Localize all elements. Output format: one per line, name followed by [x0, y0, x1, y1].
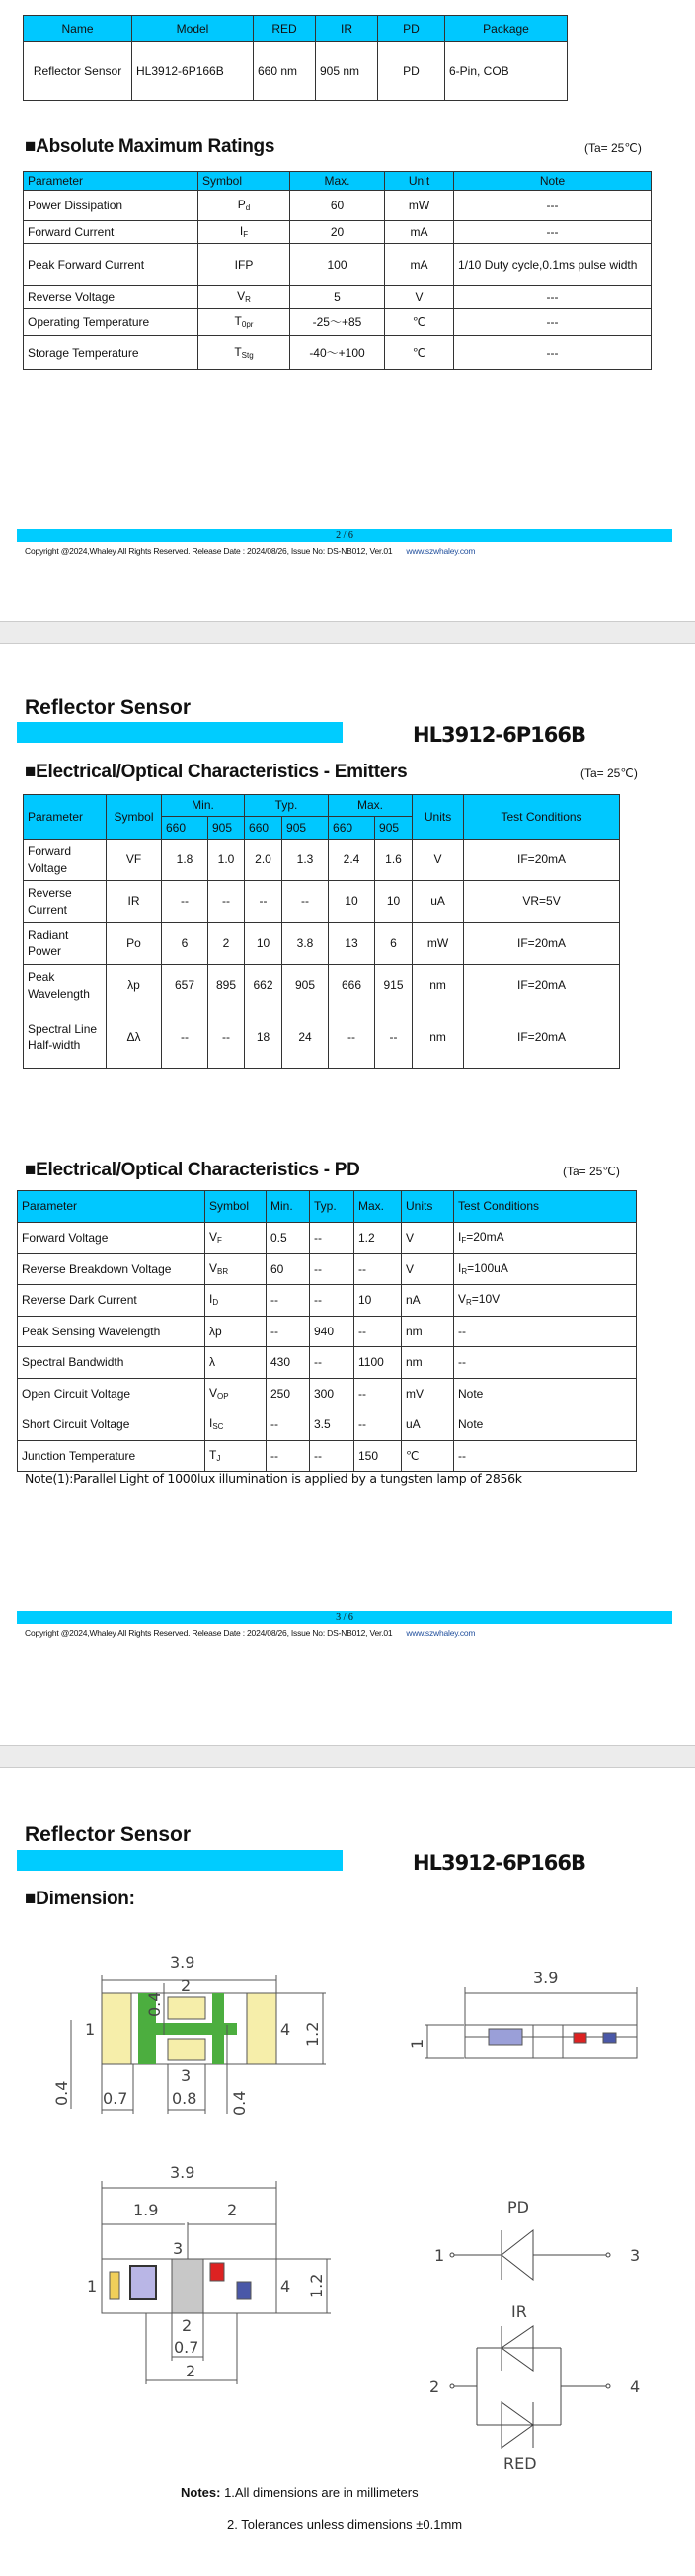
cell-value: 6 — [375, 923, 413, 965]
cell-unit: V — [402, 1223, 454, 1254]
cell-value: 915 — [375, 965, 413, 1006]
cell-symbol — [198, 244, 290, 286]
cell-symbol — [205, 1316, 267, 1347]
cell-conditions: VR=5V — [464, 881, 620, 923]
abs-max-table — [23, 171, 652, 370]
header-min-905: 905 — [208, 817, 245, 840]
cell-parameter: Reverse Dark Current — [18, 1285, 205, 1317]
cell-parameter: Peak Sensing Wavelength — [18, 1316, 205, 1347]
header-symbol: Symbol — [205, 1191, 267, 1223]
header-package: Package — [445, 16, 568, 42]
note-1-text: 1.All dimensions are in millimeters — [224, 2485, 419, 2500]
website-link[interactable]: www.szwhaley.com — [406, 546, 476, 556]
cell-conditions — [454, 1253, 637, 1285]
cell-symbol: λp — [107, 965, 162, 1006]
page-footer-bar — [17, 1611, 672, 1624]
dim-bottom-19: 1.9 — [133, 2201, 159, 2219]
cell-unit: V — [385, 286, 454, 309]
table-row — [24, 191, 652, 221]
table-row — [24, 923, 620, 965]
condition-subscript: F — [461, 1236, 467, 1246]
cell-parameter: Reverse Current — [24, 881, 107, 923]
symbol-base: T — [234, 345, 242, 360]
copyright — [25, 1628, 475, 1638]
cell-parameter: Forward Current — [24, 221, 198, 244]
cell-min: 60 — [267, 1253, 310, 1285]
header-max-660: 660 — [329, 817, 375, 840]
cell-value: -- — [162, 881, 208, 923]
cell-parameter: Spectral Line Half-width — [24, 1006, 107, 1069]
dim-bottom-2a: 2 — [227, 2201, 238, 2219]
cell-unit: nm — [402, 1347, 454, 1379]
cell-parameter: Open Circuit Voltage — [18, 1378, 205, 1409]
cell-max: -- — [354, 1253, 402, 1285]
header-max: Max. — [329, 795, 413, 817]
table-row — [18, 1347, 637, 1379]
table-row — [24, 336, 652, 370]
cell-note: --- — [454, 336, 652, 370]
cell-value: 3.8 — [282, 923, 329, 965]
cell-parameter: Operating Temperature — [24, 309, 198, 336]
cell-unit: V — [413, 840, 464, 881]
cell-value: 13 — [329, 923, 375, 965]
table-row — [18, 1223, 637, 1254]
cell-conditions — [454, 1347, 637, 1379]
symbol-base: I — [209, 1292, 213, 1307]
cell-value: -- — [162, 1006, 208, 1069]
header-max: Max. — [354, 1191, 402, 1223]
cell-red: 660 nm — [254, 42, 316, 101]
cell-max: 100 — [290, 244, 385, 286]
cell-min: 0.5 — [267, 1223, 310, 1254]
dim-top-04b: 0.4 — [52, 2080, 71, 2106]
cell-max: 150 — [354, 1440, 402, 1472]
header-name: Name — [24, 16, 132, 42]
header-conditions: Test Conditions — [454, 1191, 637, 1223]
cell-unit: V — [402, 1253, 454, 1285]
symbol-subscript: SC — [212, 1422, 224, 1432]
cell-conditions — [454, 1316, 637, 1347]
page-number: 3 / 6 — [336, 1612, 353, 1623]
model-title: HL3912-6P166B — [413, 1851, 585, 1875]
symbol-base: λ — [209, 1355, 215, 1370]
cell-value: 905 — [282, 965, 329, 1006]
cell-model: HL3912-6P166B — [132, 42, 254, 101]
cell-typ: -- — [310, 1223, 354, 1254]
pd-note: Note(1):Parallel Light of 1000lux illumination is applied by a tungsten lamp of 2856k — [25, 1471, 522, 1486]
cell-typ: 3.5 — [310, 1409, 354, 1441]
cell-parameter: Peak Forward Current — [24, 244, 198, 286]
dim-bottom-pin1: 1 — [87, 2277, 98, 2295]
condition-base: I — [458, 1230, 462, 1245]
cell-value: 666 — [329, 965, 375, 1006]
header-parameter: Parameter — [24, 795, 107, 840]
cell-unit: ℃ — [385, 309, 454, 336]
cell-value: 24 — [282, 1006, 329, 1069]
cell-parameter: Reverse Breakdown Voltage — [18, 1253, 205, 1285]
table-row — [18, 1409, 637, 1441]
cell-symbol — [205, 1223, 267, 1254]
cell-conditions — [454, 1378, 637, 1409]
table-row — [18, 1316, 637, 1347]
dim-top-pin2: 2 — [181, 1976, 192, 1995]
condition-subscript: R — [461, 1266, 468, 1276]
cell-pd: PD — [378, 42, 445, 101]
dim-top-pin4: 4 — [280, 2020, 291, 2039]
model-title: HL3912-6P166B — [413, 723, 585, 747]
cell-value: 1.8 — [162, 840, 208, 881]
symbol-subscript: 0pr — [241, 320, 254, 330]
header-note: Note — [454, 172, 652, 191]
dim-top-pin1: 1 — [85, 2020, 96, 2039]
cell-parameter: Junction Temperature — [18, 1440, 205, 1472]
symbol-subscript: BR — [217, 1266, 229, 1276]
cell-symbol — [198, 336, 290, 370]
header-symbol: Symbol — [107, 795, 162, 840]
page-title: Reflector Sensor — [25, 1823, 192, 1846]
dimension-note-1 — [181, 2485, 419, 2500]
cell-min: 250 — [267, 1378, 310, 1409]
condition-value: =20mA — [466, 1230, 504, 1245]
dim-top-pin3: 3 — [181, 2066, 192, 2085]
cell-value: 6 — [162, 923, 208, 965]
cell-value: -- — [329, 1006, 375, 1069]
header-ir: IR — [316, 16, 378, 42]
header-typ: Typ. — [245, 795, 329, 817]
cell-unit: nm — [413, 965, 464, 1006]
cell-note: --- — [454, 191, 652, 221]
cell-symbol — [205, 1347, 267, 1379]
dim-bottom-pin3: 3 — [173, 2239, 184, 2258]
dim-bottom-width: 3.9 — [170, 2163, 195, 2182]
product-table — [23, 15, 568, 101]
schematic-pin4: 4 — [630, 2377, 641, 2396]
cell-value: 657 — [162, 965, 208, 1006]
cell-name: Reflector Sensor — [24, 42, 132, 101]
emitters-table — [23, 794, 620, 1069]
dim-bottom-pin4: 4 — [280, 2277, 291, 2295]
emitters-title: ■Electrical/Optical Characteristics - Emitters — [25, 762, 408, 782]
table-row — [24, 309, 652, 336]
page-separator — [0, 1745, 695, 1768]
title-bar — [17, 1850, 343, 1871]
table-row — [24, 1006, 620, 1069]
header-unit: Unit — [385, 172, 454, 191]
cell-ir: 905 nm — [316, 42, 378, 101]
cell-typ: -- — [310, 1253, 354, 1285]
table-row — [18, 1440, 637, 1472]
cell-value: 1.6 — [375, 840, 413, 881]
condition-base: Note — [458, 1417, 484, 1432]
cell-typ: 940 — [310, 1316, 354, 1347]
cell-value: 10 — [375, 881, 413, 923]
copyright-text: Copyright @2024,Whaley All Rights Reserved. Release Date : 2024/08/26, Issue No: DS-NB012, Ver.01 — [25, 546, 393, 556]
cell-symbol: Δλ — [107, 1006, 162, 1069]
cell-max: 1100 — [354, 1347, 402, 1379]
cell-symbol — [205, 1440, 267, 1472]
header-typ-905: 905 — [282, 817, 329, 840]
symbol-subscript: F — [217, 1236, 222, 1246]
page-footer-bar — [17, 529, 672, 542]
symbol-subscript: J — [216, 1453, 221, 1463]
header-max: Max. — [290, 172, 385, 191]
cell-conditions: IF=20mA — [464, 1006, 620, 1069]
header-units: Units — [413, 795, 464, 840]
header-min: Min. — [162, 795, 245, 817]
symbol-base: I — [209, 1416, 213, 1431]
header-parameter: Parameter — [18, 1191, 205, 1223]
cell-value: 10 — [329, 881, 375, 923]
header-symbol: Symbol — [198, 172, 290, 191]
cell-note: 1/10 Duty cycle,0.1ms pulse width — [454, 244, 652, 286]
page-number: 2 / 6 — [336, 530, 353, 541]
cell-min: -- — [267, 1440, 310, 1472]
condition-base: -- — [458, 1324, 466, 1338]
pd-ta: (Ta= 25℃) — [563, 1165, 620, 1178]
cell-min: 430 — [267, 1347, 310, 1379]
emitters-ta: (Ta= 25℃) — [580, 766, 638, 780]
cell-value: 662 — [245, 965, 282, 1006]
header-pd: PD — [378, 16, 445, 42]
dim-top-h12: 1.2 — [303, 2021, 322, 2047]
cell-unit: nm — [402, 1316, 454, 1347]
cell-max: 1.2 — [354, 1223, 402, 1254]
dimension-drawing — [0, 1926, 695, 2481]
title-bar — [17, 722, 343, 743]
copyright — [25, 546, 475, 556]
cell-value: -- — [282, 881, 329, 923]
symbol-base: I — [239, 224, 244, 239]
cell-conditions: IF=20mA — [464, 923, 620, 965]
table-row — [24, 221, 652, 244]
condition-base: -- — [458, 1448, 466, 1463]
cell-unit: nm — [413, 1006, 464, 1069]
header-red: RED — [254, 16, 316, 42]
website-link[interactable]: www.szwhaley.com — [406, 1628, 476, 1638]
header-typ-660: 660 — [245, 817, 282, 840]
pd-title: ■Electrical/Optical Characteristics - PD — [25, 1160, 360, 1180]
cell-parameter: Reverse Voltage — [24, 286, 198, 309]
symbol-base: T — [234, 314, 242, 329]
cell-parameter: Radiant Power — [24, 923, 107, 965]
dim-top-08: 0.8 — [172, 2089, 197, 2108]
symbol-base: V — [209, 1260, 218, 1275]
cell-conditions — [454, 1440, 637, 1472]
cell-unit: ℃ — [385, 336, 454, 370]
cell-unit: mA — [385, 221, 454, 244]
table-row — [18, 1285, 637, 1317]
symbol-base: P — [237, 198, 246, 212]
cell-conditions — [454, 1223, 637, 1254]
cell-note: --- — [454, 286, 652, 309]
cell-value: -- — [375, 1006, 413, 1069]
symbol-base: T — [209, 1447, 217, 1462]
schematic-ir-label: IR — [511, 2302, 527, 2321]
header-units: Units — [402, 1191, 454, 1223]
condition-base: -- — [458, 1355, 466, 1370]
cell-value: 1.0 — [208, 840, 245, 881]
dim-top-04c: 0.4 — [230, 2090, 249, 2116]
cell-max: -- — [354, 1316, 402, 1347]
cell-typ: -- — [310, 1285, 354, 1317]
cell-value: 18 — [245, 1006, 282, 1069]
cell-parameter: Power Dissipation — [24, 191, 198, 221]
dim-top-07: 0.7 — [103, 2089, 128, 2108]
cell-conditions — [454, 1409, 637, 1441]
cell-max: 10 — [354, 1285, 402, 1317]
cell-conditions — [454, 1285, 637, 1317]
page-separator — [0, 621, 695, 644]
dim-top-04a: 0.4 — [145, 1991, 164, 2017]
cell-symbol — [205, 1409, 267, 1441]
cell-symbol — [205, 1378, 267, 1409]
cell-note: --- — [454, 221, 652, 244]
cell-symbol: IR — [107, 881, 162, 923]
symbol-subscript: OP — [217, 1391, 229, 1401]
table-row — [24, 881, 620, 923]
condition-base: V — [458, 1292, 467, 1307]
cell-value: 1.3 — [282, 840, 329, 881]
schematic-red-label: RED — [503, 2455, 537, 2473]
symbol-base: λp — [209, 1324, 222, 1338]
dim-bottom-2c: 2 — [186, 2362, 196, 2380]
cell-parameter: Short Circuit Voltage — [18, 1409, 205, 1441]
cell-max: -25～+85 — [290, 309, 385, 336]
cell-max: -- — [354, 1378, 402, 1409]
table-row — [18, 1378, 637, 1409]
header-min: Min. — [267, 1191, 310, 1223]
cell-parameter: Peak Wavelength — [24, 965, 107, 1006]
cell-max: 60 — [290, 191, 385, 221]
cell-max: 20 — [290, 221, 385, 244]
copyright-text: Copyright @2024,Whaley All Rights Reserved. Release Date : 2024/08/26, Issue No: DS-NB012, Ver.01 — [25, 1628, 393, 1638]
cell-package: 6-Pin, COB — [445, 42, 568, 101]
dim-side-width: 3.9 — [533, 1969, 559, 1987]
cell-parameter: Storage Temperature — [24, 336, 198, 370]
cell-symbol — [205, 1253, 267, 1285]
abs-max-ta: (Ta= 25℃) — [584, 141, 642, 155]
cell-symbol — [198, 286, 290, 309]
table-row — [18, 1253, 637, 1285]
cell-unit: uA — [413, 881, 464, 923]
cell-typ: -- — [310, 1440, 354, 1472]
cell-value: -- — [208, 1006, 245, 1069]
cell-conditions: IF=20mA — [464, 965, 620, 1006]
condition-base: I — [458, 1260, 462, 1275]
cell-parameter: Forward Voltage — [24, 840, 107, 881]
header-parameter: Parameter — [24, 172, 198, 191]
condition-base: Note — [458, 1386, 484, 1401]
cell-unit: uA — [402, 1409, 454, 1441]
cell-unit: mW — [413, 923, 464, 965]
table-row — [24, 840, 620, 881]
dimension-title: ■Dimension: — [25, 1889, 135, 1909]
cell-value: -- — [208, 881, 245, 923]
cell-value: 2.4 — [329, 840, 375, 881]
cell-symbol — [198, 309, 290, 336]
cell-symbol: VF — [107, 840, 162, 881]
symbol-base: V — [237, 289, 246, 304]
symbol-base: V — [209, 1230, 218, 1245]
cell-typ: -- — [310, 1347, 354, 1379]
cell-max: -40～+100 — [290, 336, 385, 370]
cell-conditions: IF=20mA — [464, 840, 620, 881]
condition-value: =10V — [471, 1292, 501, 1307]
notes-label: Notes: — [181, 2485, 221, 2500]
cell-max: 5 — [290, 286, 385, 309]
cell-unit: mV — [402, 1378, 454, 1409]
symbol-subscript: Stg — [241, 351, 254, 361]
pd-table — [17, 1190, 637, 1472]
symbol-base: IFP — [234, 257, 254, 272]
cell-note: --- — [454, 309, 652, 336]
page-title: Reflector Sensor — [25, 696, 192, 719]
abs-max-title: ■Absolute Maximum Ratings — [25, 136, 275, 157]
cell-value: 10 — [245, 923, 282, 965]
cell-symbol — [198, 191, 290, 221]
schematic-pin2: 2 — [429, 2377, 440, 2396]
cell-parameter: Forward Voltage — [18, 1223, 205, 1254]
circuit-schematic — [450, 2230, 610, 2448]
symbol-subscript: D — [212, 1298, 219, 1308]
symbol-subscript: F — [243, 230, 249, 240]
schematic-pin3: 3 — [630, 2246, 641, 2265]
cell-value: 2 — [208, 923, 245, 965]
dimension-note-2: 2. Tolerances unless dimensions ±0.1mm — [227, 2517, 463, 2532]
dim-side-h1: 1 — [408, 2038, 426, 2049]
cell-unit: nA — [402, 1285, 454, 1317]
side-view-drawing — [425, 1987, 637, 2058]
table-row — [24, 965, 620, 1006]
cell-value: -- — [245, 881, 282, 923]
cell-max: -- — [354, 1409, 402, 1441]
cell-parameter: Spectral Bandwidth — [18, 1347, 205, 1379]
header-max-905: 905 — [375, 817, 413, 840]
cell-unit: mW — [385, 191, 454, 221]
cell-symbol — [198, 221, 290, 244]
cell-value: 2.0 — [245, 840, 282, 881]
cell-typ: 300 — [310, 1378, 354, 1409]
symbol-subscript: d — [245, 203, 251, 213]
dim-top-width: 3.9 — [170, 1953, 195, 1972]
header-conditions: Test Conditions — [464, 795, 620, 840]
table-row — [24, 286, 652, 309]
cell-unit: ℃ — [402, 1440, 454, 1472]
header-min-660: 660 — [162, 817, 208, 840]
cell-unit: mA — [385, 244, 454, 286]
dim-bottom-07: 0.7 — [174, 2338, 199, 2357]
header-model: Model — [132, 16, 254, 42]
dim-bottom-h12: 1.2 — [307, 2273, 326, 2298]
symbol-base: V — [209, 1385, 218, 1400]
cell-symbol: Po — [107, 923, 162, 965]
condition-subscript: R — [466, 1298, 472, 1308]
cell-min: -- — [267, 1409, 310, 1441]
table-row — [24, 244, 652, 286]
symbol-subscript: R — [245, 295, 251, 305]
cell-min: -- — [267, 1316, 310, 1347]
header-typ: Typ. — [310, 1191, 354, 1223]
condition-value: =100uA — [467, 1260, 508, 1275]
cell-symbol — [205, 1285, 267, 1317]
cell-min: -- — [267, 1285, 310, 1317]
schematic-pd-label: PD — [507, 2198, 529, 2216]
schematic-pin1: 1 — [434, 2246, 445, 2265]
cell-value: 895 — [208, 965, 245, 1006]
dim-bottom-2b: 2 — [182, 2316, 193, 2335]
